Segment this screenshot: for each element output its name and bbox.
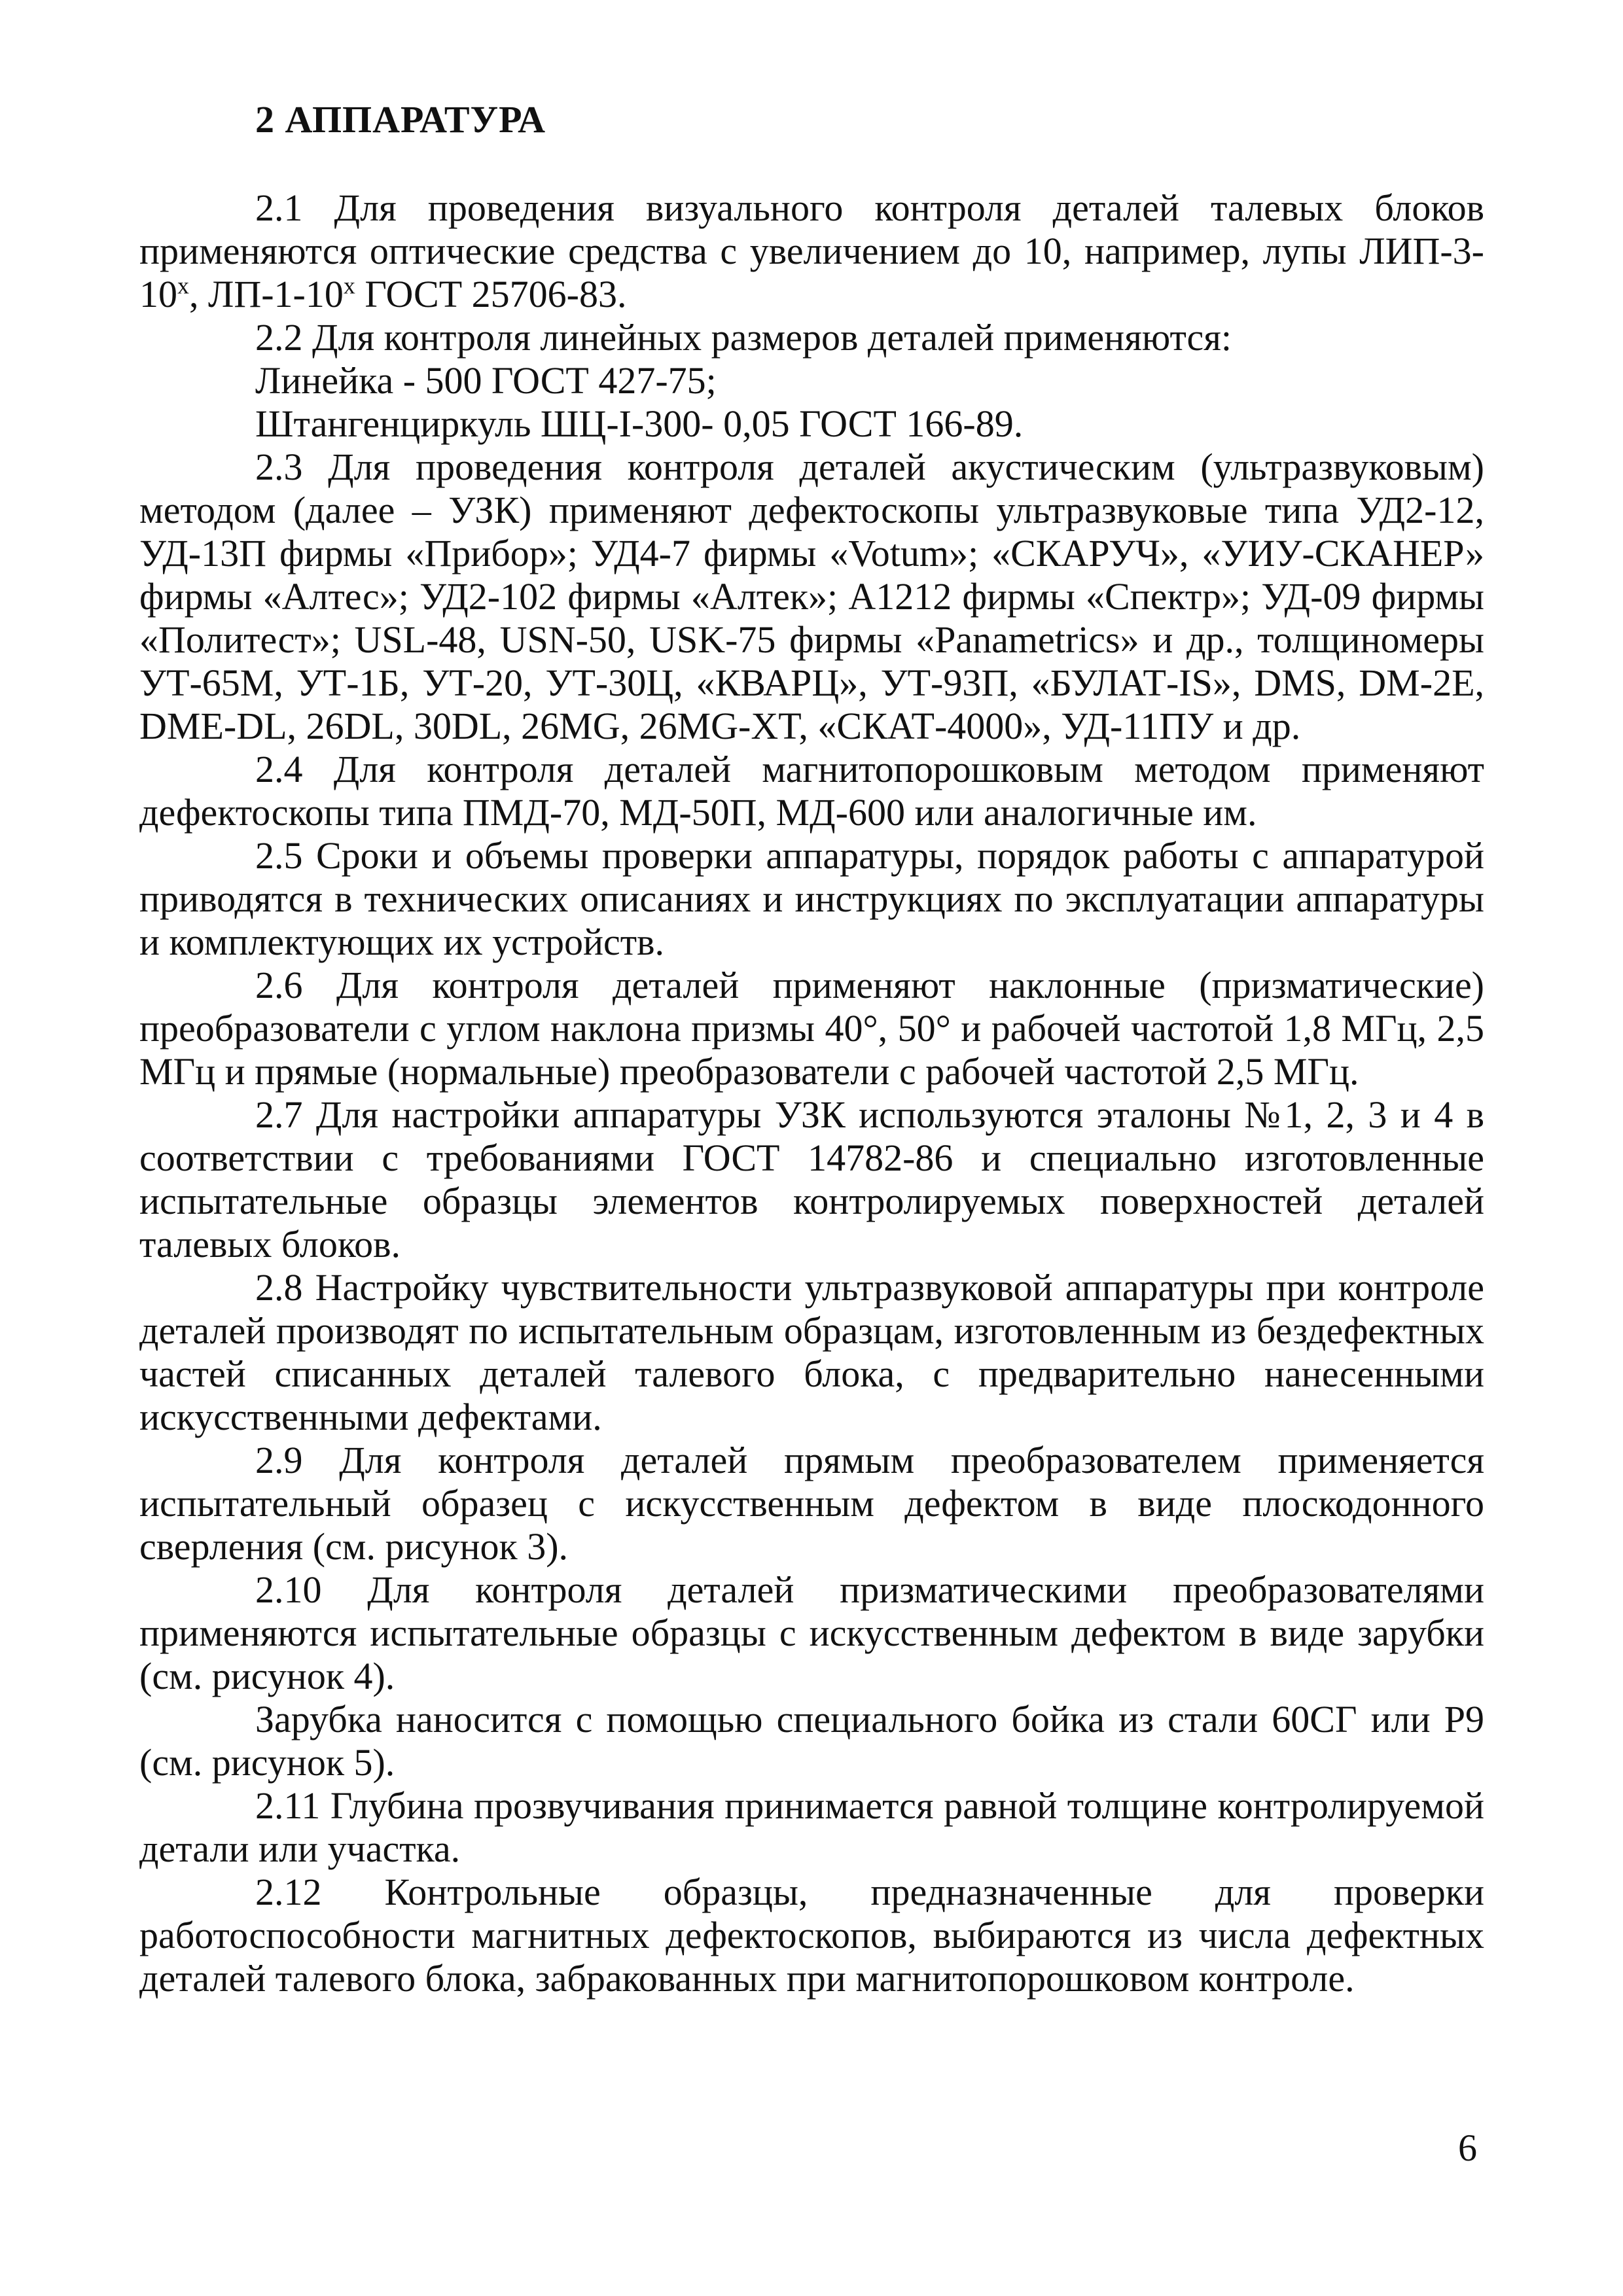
paragraph-2-1-mid: , ЛП-1-10 [189, 273, 344, 315]
paragraph-2-6: 2.6 Для контроля деталей применяют наклонные (призматические) преобразователи с углом наклона призмы 40°, 50° и рабочей частотой 1,8 МГц, 2,5 МГц и прямые (нормальные) преобразователи с рабочей частотой 2,5 МГц. [139, 964, 1484, 1093]
paragraph-2-11: 2.11 Глубина прозвучивания принимается равной толщине контролируемой детали или участка. [139, 1784, 1484, 1870]
superscript-x: х [177, 272, 189, 299]
paragraph-2-1-end: ГОСТ 25706-83. [355, 273, 627, 315]
paragraph-2-2-caliper: Штангенциркуль ШЦ-I-300- 0,05 ГОСТ 166-89. [255, 402, 1024, 445]
paragraph-2-5: 2.5 Сроки и объемы проверки аппаратуры, порядок работы с аппаратурой приводятся в технических описаниях и инструкциях по эксплуатации аппаратуры и комплектующих их устройств. [139, 834, 1484, 963]
document-body [139, 186, 1484, 2000]
paragraph-2-10-notch: Зарубка наносится с помощью специального бойка из стали 60СГ или Р9 (см. рисунок 5). [139, 1698, 1484, 1784]
paragraph-2-9: 2.9 Для контроля деталей прямым преобразователем применяется испытательный образец с искусственным дефектом в виде плоскодонного сверления (см. рисунок 3). [139, 1439, 1484, 1568]
paragraph-2-3: 2.3 Для проведения контроля деталей акустическим (ультразвуковым) методом (далее – УЗК) применяют дефектоскопы ультразвуковые типа УД2-12, УД-13П фирмы «Прибор»; УД4-7 фирмы «Votum»; «СКАРУЧ», «УИУ-СКАНЕР» фирмы «Алтес»; УД2-102 фирмы «Алтек»; А1212 фирмы «Спектр»; УД-09 фирмы «Политест»; USL-48, USN-50, USK-75 фирмы «Panametrics» и др., толщиномеры УТ-65М, УТ-1Б, УТ-20, УТ-30Ц, «КВАРЦ», УТ-93П, «БУЛАТ-IS», DMS, DM-2E, DME-DL, 26DL, 30DL, 26MG, 26MG-XT, «СКАТ-4000», УД-11ПУ и др. [139, 446, 1484, 747]
paragraph-2-10: 2.10 Для контроля деталей призматическими преобразователями применяются испытательные образцы с искусственным дефектом в виде зарубки (см. рисунок 4). [139, 1568, 1484, 1697]
paragraph-2-12: 2.12 Контрольные образцы, предназначенные для проверки работоспособности магнитных дефектоскопов, выбираются из числа дефектных деталей талевого блока, забракованных при магнитопорошковом контроле. [139, 1871, 1484, 2000]
paragraph-2-4: 2.4 Для контроля деталей магнитопорошковым методом применяют дефектоскопы типа ПМД-70, МД-50П, МД-600 или аналогичные им. [139, 748, 1484, 834]
section-heading: 2 АППАРАТУРА [255, 98, 546, 141]
paragraph-2-1 [139, 186, 1484, 316]
paragraph-2-7: 2.7 Для настройки аппаратуры УЗК используются эталоны №1, 2, 3 и 4 в соответствии с требованиями ГОСТ 14782-86 и специально изготовленные испытательные образцы элементов контролируемых поверхностей деталей талевых блоков. [139, 1093, 1484, 1265]
paragraph-2-2-ruler: Линейка - 500 ГОСТ 427-75; [255, 359, 717, 402]
paragraph-2-8: 2.8 Настройку чувствительности ультразвуковой аппаратуры при контроле деталей производят по испытательным образцам, изготовленным из бездефектных частей списанных деталей талевого блока, с предварительно нанесенными искусственными дефектами. [139, 1266, 1484, 1438]
superscript-x: х [343, 272, 355, 299]
paragraph-2-1-text: 2.1 Для проведения визуального контроля деталей талевых блоков применяются оптические средства с увеличением до 10, например, лупы ЛИП-3-10 [139, 186, 1484, 315]
page-number: 6 [1458, 2127, 1477, 2169]
paragraph-2-2: 2.2 Для контроля линейных размеров деталей применяются: [255, 316, 1232, 359]
